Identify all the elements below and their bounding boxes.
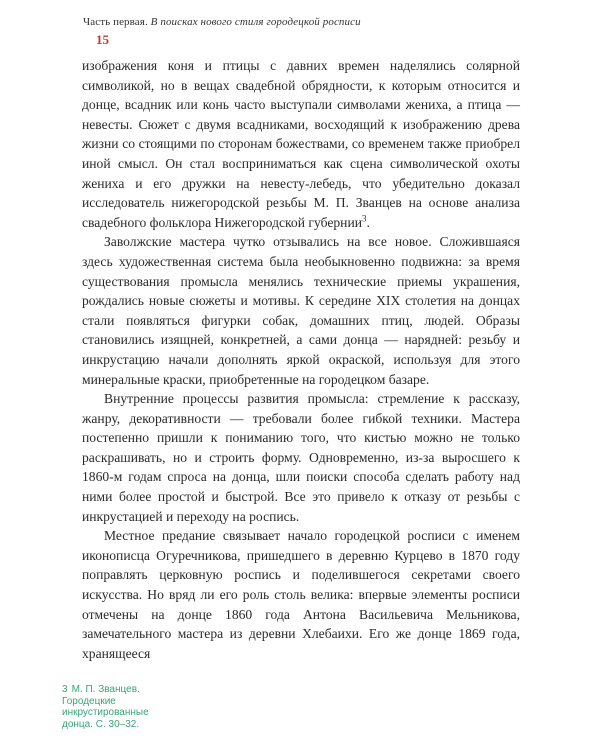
paragraph-2: Заволжские мастера чутко отзывались на все новое. Сложившаяся здесь художественная система была необыкновенно подвижна: за время существования промысла менялись технические приемы украшения, рождались новые сюжеты и мотивы. К середине XIX столетия на донцах стали появляться фигурки собак, домашних птиц, людей. Образы становились изящней, конкретней, а сами донца — нарядней: резьбу и инкрустацию начали дополнять яркой окраской, используя для этого минеральные краски, приобретенные на городецком базаре.: [82, 234, 520, 387]
header-part: Часть первая.: [83, 16, 148, 28]
page-number: 15: [96, 32, 109, 47]
footnote: [62, 684, 182, 730]
paragraph-3: Внутренние процессы развития промысла: стремление к рассказу, жанру, декоративности — требовали более гибкой техники. Мастера постепенно пришли к пониманию того, что кистью можно не только раскрашивать, но и строить форму. Одновременно, из-за выросшего к 1860-м годам спроса на донца, шли поиски способа сделать работу над ними более простой и быстрой. Все это привело к отказу от резьбы с инкрустацией и переходу на роспись.: [82, 391, 520, 524]
paragraph-4: Местное предание связывает начало городецкой росписи с именем иконописца Огуречникова, пришедшего в деревню Курцево в 1870 году поправлять церковную роспись и поделившегося секретами своего искусства. Но вряд ли его роль столь велика: впервые элементы росписи отмечены на донце 1860 года Антона Васильевича Мельникова, замечательного мастера из деревни Хлебаихи. Его же донце 1869 года, хранящееся: [82, 528, 520, 661]
body-text: [82, 56, 520, 663]
paragraph-1-text: изображения коня и птицы с давних времен наделялись солярной символикой, но в вещах свадебной обрядности, к которым относится и донце, всадник или конь часто выступали символами жениха, а птица — невесты. Сюжет с двумя всадниками, восходящий к изображению древа жизни со стоящими по сторонам божествами, со временем также приобрел иной смысл. Он стал восприниматься как сцена символической охоты жениха и его дружки на невесту-лебедь, что убедительно доказал исследователь нижегородской резьбы М. П. Званцев на основе анализа свадебного фольклора Нижегородской губернии: [82, 58, 520, 230]
footnote-text: М. П. Званцев. Городецкие инкрустированные донца. С. 30–32.: [62, 684, 149, 730]
paragraph-1: изображения коня и птицы с давних времен наделялись солярной символикой, но в вещах свадебной обрядности, к которым относится и донце, всадник или конь часто выступали символами жениха, а птица — невесты. Сюжет с двумя всадниками, восходящий к изображению древа жизни со стоящими по сторонам божествами, со временем также приобрел иной смысл. Он стал восприниматься как сцена символической охоты жениха и его дружки на невесту-лебедь, что убедительно доказал исследователь нижегородской резьбы М. П. Званцев на основе анализа свадебного фольклора Нижегородской губернии$^3$.: [82, 58, 520, 230]
footnote-number: 3: [62, 684, 68, 695]
footnote-reference[interactable]: 3: [362, 213, 367, 224]
running-header: [83, 16, 361, 28]
header-title: В поисках нового стиля городецкой росписи: [150, 16, 361, 28]
